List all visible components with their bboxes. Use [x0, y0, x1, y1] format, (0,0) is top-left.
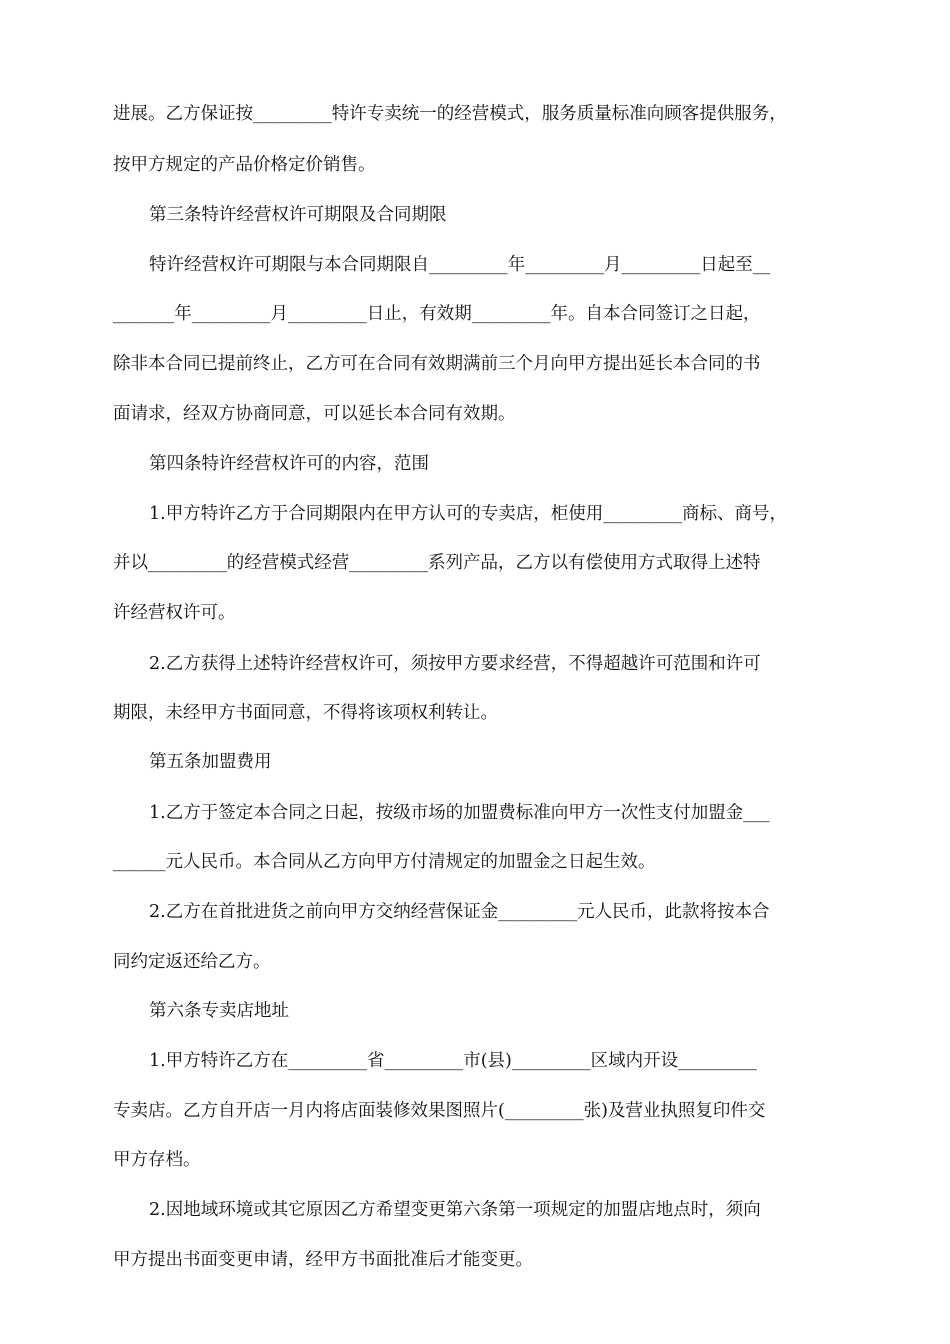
paragraph-line: 1.甲方特许乙方于合同期限内在甲方认可的专卖店，柜使用_________商标、商号， [149, 504, 787, 524]
section-heading-article-6: 第六条专卖店地址 [149, 1001, 289, 1021]
paragraph-line: 专卖店。乙方自开店一月内将店面装修效果图照片(_________张)及营业执照复印件交 [113, 1101, 766, 1121]
paragraph-line: 进展。乙方保证按_________特许专卖统一的经营模式，服务质量标准向顾客提供服务， [113, 104, 787, 124]
paragraph-line: 2.因地域环境或其它原因乙方希望变更第六条第一项规定的加盟店地点时，须向 [149, 1200, 761, 1220]
paragraph-line: 许经营权许可。 [113, 603, 236, 623]
paragraph-line: _______年_________月_________日止，有效期_________年。自本合同签订之日起， [113, 304, 761, 324]
paragraph-line: 并以_________的经营模式经营_________系列产品，乙方以有偿使用方式取得上述特 [113, 553, 761, 573]
paragraph-line: 期限，未经甲方书面同意，不得将该项权利转让。 [113, 703, 498, 723]
paragraph-line: 同约定返还给乙方。 [113, 952, 271, 972]
paragraph-line: ______元人民币。本合同从乙方向甲方付清规定的加盟金之日起生效。 [113, 852, 656, 872]
paragraph-line: 按甲方规定的产品价格定价销售。 [113, 155, 376, 175]
paragraph-line: 2.乙方在首批进货之前向甲方交纳经营保证金_________元人民币，此款将按本合 [149, 902, 770, 922]
paragraph-line: 面请求，经双方协商同意，可以延长本合同有效期。 [113, 404, 516, 424]
paragraph-line: 除非本合同已提前终止，乙方可在合同有效期满前三个月向甲方提出延长本合同的书 [113, 354, 761, 374]
paragraph-line: 甲方提出书面变更申请，经甲方书面批准后才能变更。 [113, 1250, 533, 1270]
paragraph-line: 甲方存档。 [113, 1150, 201, 1170]
section-heading-article-3: 第三条特许经营权许可期限及合同期限 [149, 205, 447, 225]
section-heading-article-5: 第五条加盟费用 [149, 752, 272, 772]
paragraph-line: 1.乙方于签定本合同之日起，按级市场的加盟费标准向甲方一次性支付加盟金___ [149, 803, 770, 823]
paragraph-line: 2.乙方获得上述特许经营权许可，须按甲方要求经营，不得超越许可范围和许可 [149, 654, 761, 674]
paragraph-line: 特许经营权许可期限与本合同期限自_________年_________月_________日起至__ [149, 255, 771, 275]
paragraph-line: 1.甲方特许乙方在_________省_________市(县)_________区域内开设_________ [149, 1051, 757, 1071]
section-heading-article-4: 第四条特许经营权许可的内容，范围 [149, 454, 429, 474]
